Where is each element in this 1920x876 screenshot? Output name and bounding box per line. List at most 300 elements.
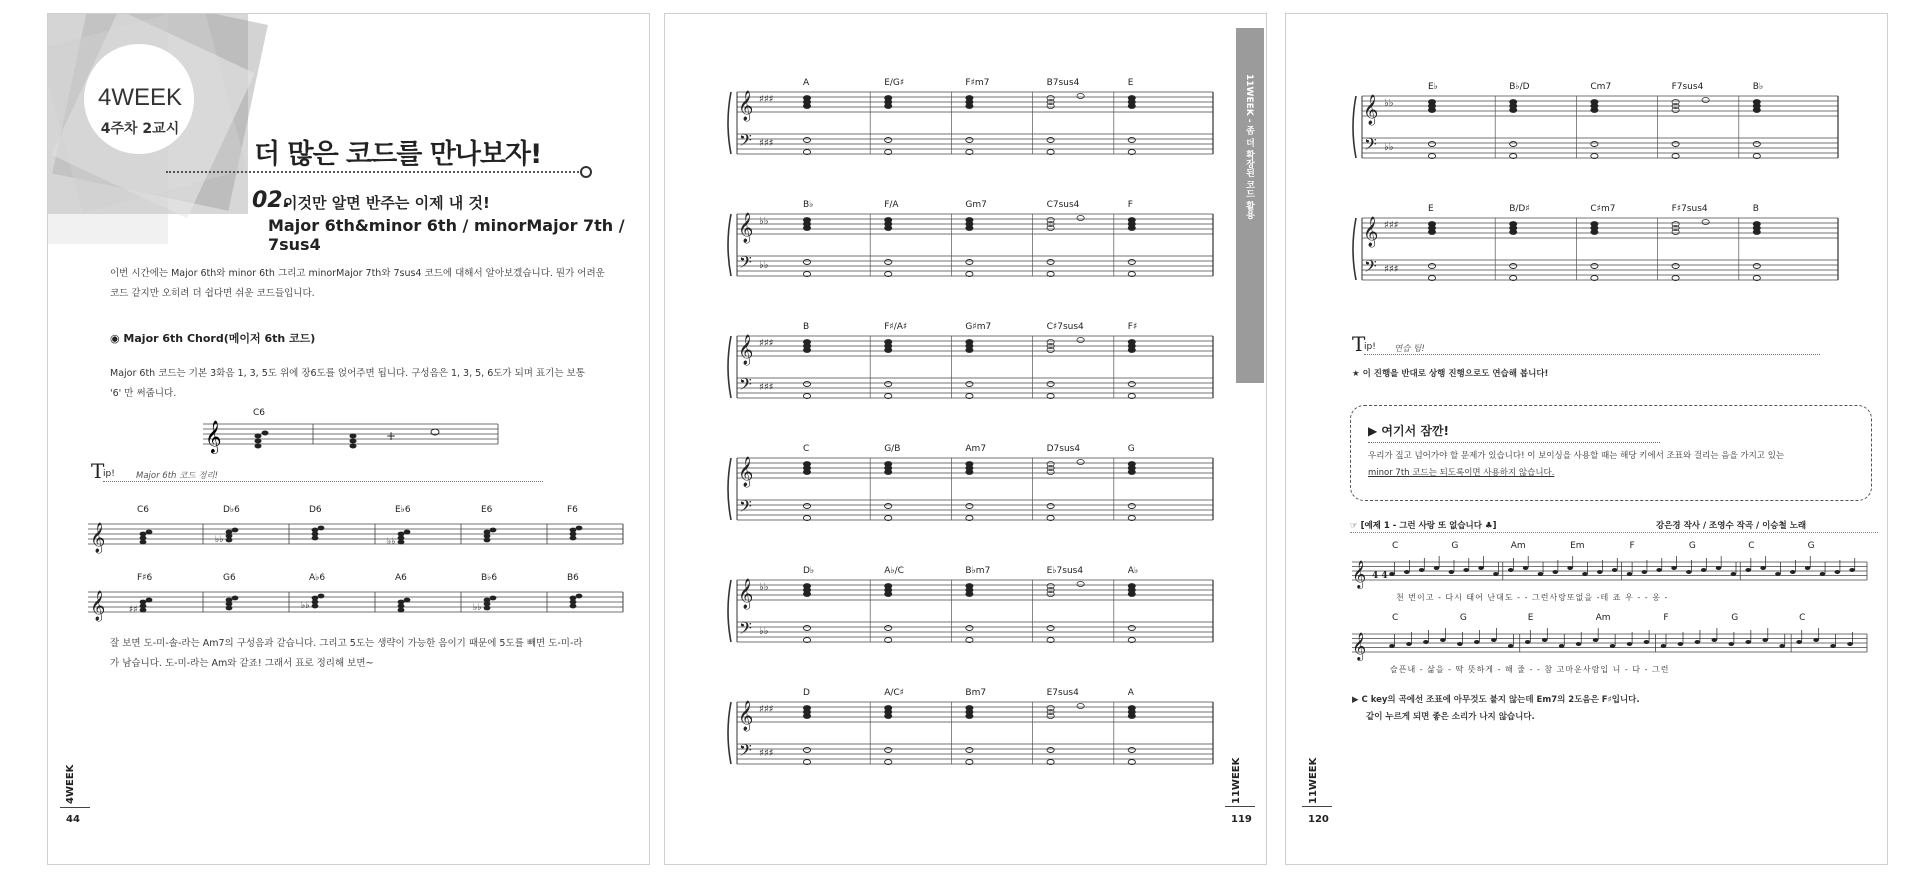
- page-119: [664, 13, 1267, 865]
- grand-staff: [717, 682, 1217, 777]
- brace: [728, 214, 731, 276]
- chord-label: C: [1392, 613, 1399, 623]
- tip-text: ★ 이 진행을 반대로 상행 진행으로도 연습해 봅니다!: [1352, 369, 1549, 379]
- bass-note: [1128, 260, 1135, 265]
- bass-note: [1128, 626, 1135, 631]
- note-head: [232, 528, 239, 533]
- note-head: [966, 218, 973, 223]
- chord-label: Am: [1510, 541, 1526, 551]
- chord-label: Gm7: [965, 200, 987, 210]
- closing-line-1: 잘 보면 도-미-솔-라는 Am7의 구성음과 같습니다. 그리고 5도는 생략이 가능한 음이기 때문에 5도를 빼면 도-미-라: [110, 638, 583, 649]
- example-title: ☞ [예제 1 - 그런 사랑 또 없습니다 ♣]: [1350, 521, 1497, 531]
- melody-note: [1760, 566, 1766, 570]
- example-credit: 강은경 작사 / 조영수 작곡 / 이승철 노래: [1656, 521, 1807, 531]
- note-head: [1591, 100, 1598, 105]
- chord-label: Em: [1570, 541, 1585, 551]
- note-head: [1128, 584, 1135, 589]
- note-head: [140, 600, 147, 605]
- note-head: [1510, 100, 1517, 105]
- footer-week: 11WEEK: [1231, 757, 1242, 804]
- grand-staff: [717, 194, 1217, 289]
- note-head: [885, 584, 892, 589]
- key-signature: ♭♭: [1384, 98, 1394, 109]
- note-head: [803, 584, 810, 589]
- bass-note: [1047, 748, 1054, 753]
- chord-label: C6: [253, 408, 266, 418]
- chord-label: B♭m7: [965, 566, 991, 576]
- chord-label: E6: [481, 505, 493, 515]
- key-signature: ♭♭: [759, 260, 769, 271]
- chord-label: G: [1127, 444, 1135, 454]
- chord-label: A: [1127, 688, 1134, 698]
- note-head: [146, 530, 153, 535]
- key-signature: ♭♭: [759, 626, 769, 637]
- bass-note: [966, 748, 973, 753]
- chord-label: E: [1428, 204, 1434, 214]
- intro-paragraph: [110, 264, 605, 304]
- melody-note: [1847, 642, 1853, 646]
- svg-text:𝄞: 𝄞: [90, 591, 106, 621]
- chord-label: F: [1629, 541, 1635, 551]
- bass-note: [1753, 142, 1760, 147]
- key-signature: ♭♭: [759, 582, 769, 593]
- bass-note: [1428, 142, 1435, 147]
- chord-label: A♭/C: [884, 566, 904, 576]
- note-head: [232, 596, 239, 601]
- melody-note: [1686, 570, 1692, 574]
- chord-label: B♭/D: [1509, 82, 1530, 92]
- grand-staff: [717, 560, 1217, 655]
- note-head: [1128, 340, 1135, 345]
- chord-label: G: [1731, 613, 1739, 623]
- note-head: [1077, 582, 1084, 587]
- note-head: [1428, 222, 1435, 227]
- footer-week: 11WEEK: [1308, 757, 1319, 804]
- melody-note: [1610, 644, 1616, 648]
- note-head: [803, 96, 810, 101]
- melody-staff-1: [1352, 536, 1872, 592]
- note-head: [1077, 704, 1084, 709]
- grand-staff: [717, 72, 1217, 167]
- brace: [728, 702, 731, 764]
- body-line-2: '6' 만 써줍니다.: [110, 388, 177, 399]
- melody-note: [1434, 566, 1440, 570]
- note-head: [966, 462, 973, 467]
- chord-label: Am: [1595, 613, 1611, 623]
- melody-note: [1805, 566, 1811, 570]
- chord-label: D♭6: [223, 505, 240, 515]
- chord-label: B7sus4: [1046, 78, 1080, 88]
- melody-note: [1419, 568, 1425, 572]
- lyrics-line-1: 천 번이고 - 다시 태어 난대도 - - 그런사랑또없을 -테 죠 우 - - 옹 -: [1396, 593, 1669, 602]
- chord-label: A♭6: [309, 573, 326, 583]
- chord-label: E: [1527, 613, 1534, 623]
- bass-note: [1510, 142, 1517, 147]
- bass-clef: 𝄢: [739, 252, 752, 276]
- note-head: [966, 706, 973, 711]
- melody-note: [1627, 572, 1633, 576]
- melody-note: [1523, 566, 1529, 570]
- bass-note: [885, 626, 892, 631]
- chord-label: E: [1127, 78, 1134, 88]
- bass-note: [966, 504, 973, 509]
- note-box-line-2: minor 7th 코드는 되도록이면 사용하지 않습니다.: [1368, 468, 1555, 478]
- closing-line-2: 가 남습니다. 도-미-라는 Am와 같죠! 그래서 표로 정리해 보면~: [110, 658, 374, 669]
- body-line-1: Major 6th 코드는 기본 3화음 1, 3, 5도 위에 장6도를 얹어주면 됩니다. 구성음은 1, 3, 5, 6도가 되며 표기는 보통: [110, 368, 585, 379]
- melody-note: [1849, 568, 1855, 572]
- melody-note: [1559, 644, 1565, 648]
- note-head: [312, 528, 319, 533]
- chord-label: C♯7sus4: [1046, 322, 1084, 332]
- note-head: [490, 596, 497, 601]
- chord-label: E/G♯: [884, 78, 905, 88]
- bass-note: [1672, 142, 1679, 147]
- bass-note: [803, 138, 810, 143]
- tip-ip: ip!: [103, 469, 115, 479]
- chord-label: A6: [395, 573, 407, 583]
- treble-clef: 𝄞: [1352, 560, 1367, 588]
- note-head: [1077, 460, 1084, 465]
- accidental: ♯♯: [129, 605, 138, 615]
- note-head: [226, 598, 233, 603]
- note-head: [404, 530, 411, 535]
- page-title: 더 많은 코드를 만나보자!: [254, 139, 542, 170]
- bass-note: [885, 504, 892, 509]
- melody-note: [1835, 570, 1841, 574]
- brace: [1353, 96, 1356, 158]
- tip-divider: [1364, 354, 1820, 355]
- note-head: [1753, 222, 1760, 227]
- note-head: [1128, 218, 1135, 223]
- bass-note: [966, 382, 973, 387]
- melody-note: [1731, 572, 1737, 576]
- chord-label: F6: [567, 505, 578, 515]
- intro-line-1: 이번 시간에는 Major 6th와 minor 6th 그리고 minorMajor 7th와 7sus4 코드에 대해서 알아보겠습니다. 뭔가 어려운: [110, 268, 605, 279]
- chord-label: E♭: [1428, 82, 1438, 92]
- footer-rule: [1225, 806, 1255, 807]
- note-head: [1077, 94, 1084, 99]
- major6th-paragraph: [110, 364, 585, 404]
- accidental: ♭♭: [215, 535, 224, 545]
- treble-clef: 𝄞: [738, 91, 754, 121]
- note-head: [318, 594, 325, 599]
- bass-note: [1128, 504, 1135, 509]
- note-head: [312, 596, 319, 601]
- tip-T: T: [1352, 332, 1366, 356]
- footer-rule: [1302, 806, 1332, 807]
- footer-week: 4WEEK: [65, 764, 76, 804]
- chord-label: G♯m7: [965, 322, 992, 332]
- melody-note: [1457, 642, 1463, 646]
- key-signature: ♯♯♯: [759, 338, 774, 349]
- svg-text:+: +: [386, 429, 397, 443]
- tip-ip: ip!: [1364, 342, 1376, 352]
- bass-note: [885, 382, 892, 387]
- melody-note: [1597, 570, 1603, 574]
- page-number: 44: [66, 814, 80, 825]
- accidental: ♭♭: [387, 537, 396, 547]
- note-head: [885, 218, 892, 223]
- melody-note: [1830, 644, 1836, 648]
- treble-clef: 𝄞: [738, 457, 754, 487]
- key-signature: ♯♯♯: [1384, 264, 1399, 275]
- note-head: [398, 600, 405, 605]
- chord-label: B/D♯: [1509, 204, 1530, 214]
- bass-clef: 𝄢: [739, 130, 752, 154]
- bass-note: [1128, 138, 1135, 143]
- note-head: [1128, 96, 1135, 101]
- note-head: [803, 340, 810, 345]
- chord-label: C: [1392, 541, 1399, 551]
- melody-note: [1790, 570, 1796, 574]
- major6th-row-1: [88, 502, 628, 562]
- brace: [728, 580, 731, 642]
- key-signature: ♯♯♯: [759, 138, 774, 149]
- note-head: [490, 528, 497, 533]
- chord-label: B: [803, 322, 810, 332]
- bass-clef: 𝄢: [1364, 134, 1377, 158]
- note-head: [966, 340, 973, 345]
- melody-note: [1671, 566, 1677, 570]
- note-head: [1702, 98, 1709, 103]
- bass-note: [1510, 264, 1517, 269]
- treble-clef: 𝄞: [738, 213, 754, 243]
- closing-paragraph: [110, 634, 583, 674]
- treble-clef: 𝄞: [1352, 632, 1367, 660]
- chord-label: F♯/A♯: [884, 322, 908, 332]
- note-head: [885, 706, 892, 711]
- page-number: 120: [1308, 814, 1329, 825]
- bass-note: [885, 138, 892, 143]
- section-subtitle: Major 6th&minor 6th / minorMajor 7th / 7sus4: [268, 216, 625, 254]
- melody-note: [1440, 638, 1446, 642]
- bass-note: [1047, 260, 1054, 265]
- note-head: [484, 530, 491, 535]
- tip-divider: [103, 481, 543, 482]
- chord-label: F♯7sus4: [1671, 204, 1708, 214]
- key-signature: ♯♯♯: [759, 94, 774, 105]
- melody-note: [1642, 570, 1648, 574]
- chord-label: A♭: [1127, 566, 1139, 576]
- section-title: 이것만 알면 반주는 이제 내 것!: [283, 194, 490, 212]
- melody-note: [1612, 568, 1618, 572]
- treble-clef: 𝄞: [738, 701, 754, 731]
- bass-note: [966, 138, 973, 143]
- chord-label: Cm7: [1590, 82, 1612, 92]
- melody-note: [1389, 572, 1395, 576]
- bass-clef: 𝄢: [739, 740, 752, 764]
- chord-label: D: [803, 688, 810, 698]
- note-box-line-1: 우리가 짚고 넘어가야 할 문제가 있습니다! 이 보이싱을 사용할 때는 해당 키에서 조표와 걸리는 음을 가지고 있는: [1368, 451, 1785, 461]
- chord-label: G/B: [884, 444, 901, 454]
- melody-note: [1576, 642, 1582, 646]
- key-signature: ♯♯♯: [759, 748, 774, 759]
- treble-clef: 𝄞: [738, 579, 754, 609]
- footnote-line-2: 같이 누르게 되면 좋은 소리가 나지 않습니다.: [1366, 712, 1535, 722]
- chord-label: B♭6: [481, 573, 498, 583]
- major6th-heading: ◉ Major 6th Chord(메이저 6th 코드): [110, 332, 316, 345]
- bass-note: [1128, 382, 1135, 387]
- melody-staff-2: [1352, 608, 1872, 664]
- brace: [728, 458, 731, 520]
- bass-note: [966, 626, 973, 631]
- bass-note: [1591, 142, 1598, 147]
- note-head: [1753, 100, 1760, 105]
- melody-note: [1491, 638, 1497, 642]
- key-signature: ♯♯♯: [759, 704, 774, 715]
- chord-label: C: [803, 444, 810, 454]
- melody-note: [1525, 640, 1531, 644]
- chord-label: F/A: [884, 200, 899, 210]
- chord-label: B♭: [803, 200, 814, 210]
- melody-note: [1661, 644, 1667, 648]
- note-box-title: ▶ 여기서 잠깐!: [1368, 424, 1450, 438]
- bass-note: [1753, 264, 1760, 269]
- melody-note: [1449, 570, 1455, 574]
- chord-label: Bm7: [965, 688, 987, 698]
- chord-label: A/C♯: [884, 688, 905, 698]
- note-head: [1128, 462, 1135, 467]
- note-head: [1510, 222, 1517, 227]
- grand-staff: [1342, 198, 1842, 293]
- chord-label: C7sus4: [1046, 200, 1080, 210]
- brace: [728, 92, 731, 154]
- bass-note: [1047, 626, 1054, 631]
- bass-note: [803, 748, 810, 753]
- melody-note: [1820, 572, 1826, 576]
- melody-note: [1389, 644, 1395, 648]
- title-divider: [166, 171, 586, 173]
- chord-label: C♯m7: [1590, 204, 1616, 214]
- key-signature: ♭♭: [759, 216, 769, 227]
- footnote-line-1: ▶ C key의 곡에선 조표에 아무것도 붙지 않는데 Em7의 2도음은 F♯입니다.: [1352, 695, 1640, 705]
- bass-clef: 𝄢: [1364, 256, 1377, 280]
- brace: [728, 336, 731, 398]
- note-box-text: [1368, 448, 1784, 482]
- note-head: [1591, 222, 1598, 227]
- bass-clef: 𝄢: [739, 374, 752, 398]
- chord-label: E♭6: [395, 505, 411, 515]
- treble-clef: 𝄞: [1363, 95, 1379, 125]
- chord-label: F♯6: [137, 573, 153, 583]
- tip-note: Major 6th 코드 정리!: [136, 471, 219, 481]
- chord-label: B: [1752, 204, 1759, 214]
- note-head: [576, 594, 583, 599]
- bass-note: [1047, 382, 1054, 387]
- melody-note: [1478, 566, 1484, 570]
- bass-note: [885, 748, 892, 753]
- melody-note: [1644, 640, 1650, 644]
- note-head: [1077, 216, 1084, 221]
- chord-label: C: [1799, 613, 1806, 623]
- note-head: [885, 462, 892, 467]
- melody-note: [1678, 642, 1684, 646]
- melody-note: [1745, 568, 1751, 572]
- note-head: [966, 584, 973, 589]
- melody-note: [1656, 568, 1662, 572]
- time-signature: 4 4: [1372, 571, 1388, 581]
- accidental: ♭♭: [473, 603, 482, 613]
- note-head: [146, 598, 153, 603]
- melody-note: [1745, 640, 1751, 644]
- note-head: [576, 526, 583, 531]
- melody-note: [1779, 644, 1785, 648]
- bass-note: [1047, 138, 1054, 143]
- melody-note: [1796, 640, 1802, 644]
- note-head: [966, 96, 973, 101]
- note-head: [1128, 706, 1135, 711]
- note-head: [398, 532, 405, 537]
- bass-note: [1591, 264, 1598, 269]
- footer-rule: [60, 807, 90, 808]
- page-44: [47, 13, 650, 865]
- major6th-row-2: [88, 570, 628, 630]
- key-signature: ♯♯♯: [1384, 220, 1399, 231]
- melody-note: [1567, 566, 1573, 570]
- svg-text:𝄞: 𝄞: [205, 420, 222, 453]
- chord-label: C: [1748, 541, 1755, 551]
- melody-note: [1813, 638, 1819, 642]
- melody-note: [1542, 638, 1548, 642]
- chapter-side-tab-label: 11WEEK - 좀 더 확장된 코드 활용: [1244, 74, 1254, 220]
- note-head: [226, 530, 233, 535]
- intro-line-2: 코드 같지만 오히려 더 쉽다면 쉬운 코드들입니다.: [110, 288, 315, 299]
- key-signature: ♭♭: [1384, 142, 1394, 153]
- melody-note: [1695, 640, 1701, 644]
- melody-note: [1463, 568, 1469, 572]
- chord-label: C6: [137, 505, 150, 515]
- chord-label: F7sus4: [1671, 82, 1704, 92]
- chord-label: E7sus4: [1046, 688, 1079, 698]
- treble-clef: 𝄞: [1363, 217, 1379, 247]
- chord-label: G: [1451, 541, 1459, 551]
- bass-note: [1047, 504, 1054, 509]
- melody-note: [1508, 644, 1514, 648]
- bass-note: [803, 626, 810, 631]
- note-box-rule: [1368, 442, 1660, 443]
- week-subtitle: 4주차 2교시: [100, 121, 180, 137]
- chord-label: G: [1807, 541, 1815, 551]
- note-head: [570, 596, 577, 601]
- melody-note: [1406, 642, 1412, 646]
- melody-note: [1423, 640, 1429, 644]
- page-number: 119: [1231, 814, 1252, 825]
- note-head: [318, 526, 325, 531]
- melody-note: [1593, 638, 1599, 642]
- chord-label: B6: [567, 573, 579, 583]
- chord-label: F: [1127, 200, 1133, 210]
- note-head: [1702, 220, 1709, 225]
- melody-note: [1474, 640, 1480, 644]
- melody-note: [1538, 572, 1544, 576]
- chord-label: G: [1459, 613, 1467, 623]
- melody-note: [1716, 566, 1722, 570]
- key-signature: ♯♯♯: [759, 382, 774, 393]
- chord-label: F♯m7: [965, 78, 990, 88]
- title-divider-dot: [580, 166, 592, 178]
- brace: [1353, 218, 1356, 280]
- chord-label: F♯: [1127, 322, 1138, 332]
- melody-note: [1712, 638, 1718, 642]
- melody-note: [1508, 568, 1514, 572]
- note-head: [570, 528, 577, 533]
- melody-note: [1701, 568, 1707, 572]
- chord-label: D7sus4: [1046, 444, 1081, 454]
- note-head: [1428, 100, 1435, 105]
- grand-staff: [717, 438, 1217, 533]
- chord-label: D♭: [803, 566, 815, 576]
- chord-label: B♭: [1752, 82, 1764, 92]
